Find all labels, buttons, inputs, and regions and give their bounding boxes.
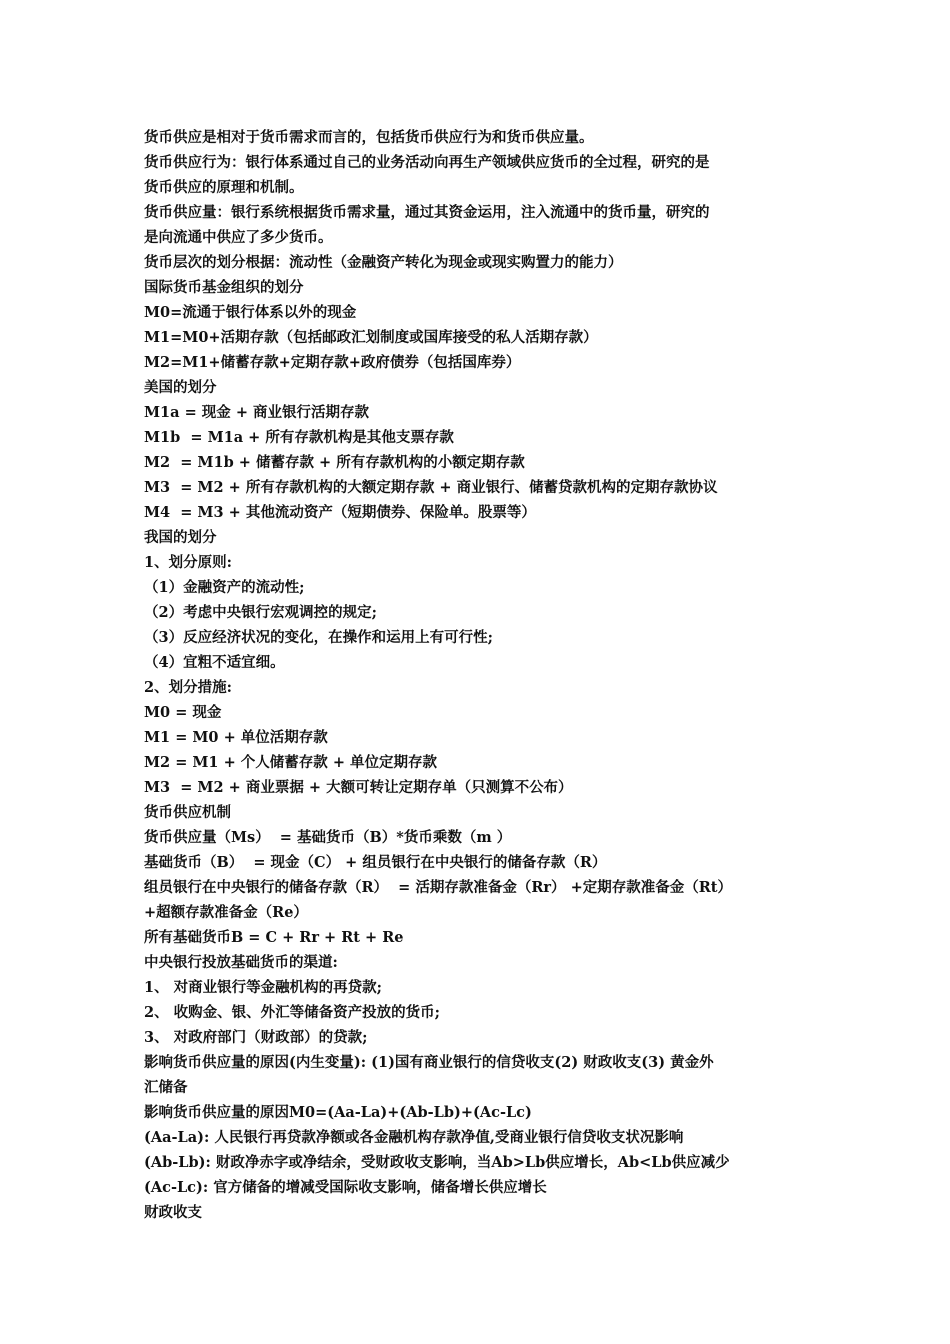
text-line: 组员银行在中央银行的储备存款（R） = 活期存款准备金（Rr） +定期存款准备金（Rt） <box>144 879 732 896</box>
text-line: M0=流通于银行体系以外的现金 <box>144 304 357 321</box>
text-line: M1=M0+活期存款（包括邮政汇划制度或国库接受的私人活期存款） <box>144 329 598 346</box>
text-line: 汇储备 <box>144 1079 188 1096</box>
text-line: M1a = 现金 + 商业银行活期存款 <box>144 404 370 421</box>
text-line: M3 = M2 + 所有存款机构的大额定期存款 + 商业银行、储蓄贷款机构的定期存款协议 <box>144 479 718 496</box>
text-line: M1b = M1a + 所有存款机构是其他支票存款 <box>144 429 454 446</box>
text-line: M1 = M0 + 单位活期存款 <box>144 729 328 746</box>
text-line: 所有基础货币B = C + Rr + Rt + Re <box>144 929 404 946</box>
text-line: 是向流通中供应了多少货币。 <box>144 229 333 246</box>
text-line: M3 = M2 + 商业票据 + 大额可转让定期存单（只测算不公布） <box>144 779 573 796</box>
text-line: 货币供应的原理和机制。 <box>144 179 304 196</box>
text-line: 货币供应是相对于货币需求而言的，包括货币供应行为和货币供应量。 <box>144 129 594 146</box>
list-item: （2）考虑中央银行宏观调控的规定; <box>144 604 377 621</box>
text-line: M4 = M3 + 其他流动资产（短期债券、保险单。股票等） <box>144 504 536 521</box>
list-item: （4）宜粗不适宜细。 <box>144 654 285 671</box>
text-line: (Aa-La): 人民银行再贷款净额或各金融机构存款净值,受商业银行信贷收支状况影响 <box>144 1129 684 1146</box>
text-line: M0 = 现金 <box>144 704 222 721</box>
text-line: (Ac-Lc): 官方储备的增减受国际收支影响，储备增长供应增长 <box>144 1179 547 1196</box>
section-heading: 货币供应机制 <box>144 804 231 821</box>
text-line: 货币供应行为：银行体系通过自己的业务活动向再生产领域供应货币的全过程，研究的是 <box>144 154 710 171</box>
text-line: 货币供应量（Ms） = 基础货币（B）*货币乘数（m ） <box>144 829 512 846</box>
text-line: M2 = M1 + 个人储蓄存款 + 单位定期存款 <box>144 754 438 771</box>
list-item: （3）反应经济状况的变化，在操作和运用上有可行性; <box>144 629 493 646</box>
list-item: 1、 对商业银行等金融机构的再贷款; <box>144 979 382 996</box>
list-item: （1）金融资产的流动性; <box>144 579 305 596</box>
text-line: M2=M1+储蓄存款+定期存款+政府债券（包括国库券） <box>144 354 521 371</box>
list-item: 2、 收购金、银、外汇等储备资产投放的货币; <box>144 1004 440 1021</box>
text-line: 中央银行投放基础货币的渠道: <box>144 954 338 971</box>
section-heading: 美国的划分 <box>144 379 217 396</box>
text-line: 影响货币供应量的原因(内生变量): (1)国有商业银行的信贷收支(2) 财政收支(3) 黄金外 <box>144 1054 714 1071</box>
text-line: (Ab-Lb): 财政净赤字或净结余，受财政收支影响，当Ab>Lb供应增长，Ab<Lb供应减少 <box>144 1154 730 1171</box>
text-line: M2 = M1b + 储蓄存款 + 所有存款机构的小额定期存款 <box>144 454 525 471</box>
section-heading: 我国的划分 <box>144 529 217 546</box>
text-line: +超额存款准备金（Re） <box>144 904 308 921</box>
text-line: 影响货币供应量的原因M0=(Aa-La)+(Ab-Lb)+(Ac-Lc) <box>144 1104 532 1121</box>
section-heading: 国际货币基金组织的划分 <box>144 279 304 296</box>
text-line: 基础货币（B） = 现金（C） + 组员银行在中央银行的储备存款（R） <box>144 854 607 871</box>
text-line: 1、划分原则: <box>144 554 232 571</box>
list-item: 3、 对政府部门（财政部）的贷款; <box>144 1029 368 1046</box>
text-line: 货币层次的划分根据：流动性（金融资产转化为现金或现实购置力的能力） <box>144 254 623 271</box>
text-line: 货币供应量：银行系统根据货币需求量，通过其资金运用，注入流通中的货币量，研究的 <box>144 204 710 221</box>
section-heading: 财政收支 <box>144 1204 202 1221</box>
text-line: 2、划分措施: <box>144 679 232 696</box>
document-body <box>144 125 814 1225</box>
